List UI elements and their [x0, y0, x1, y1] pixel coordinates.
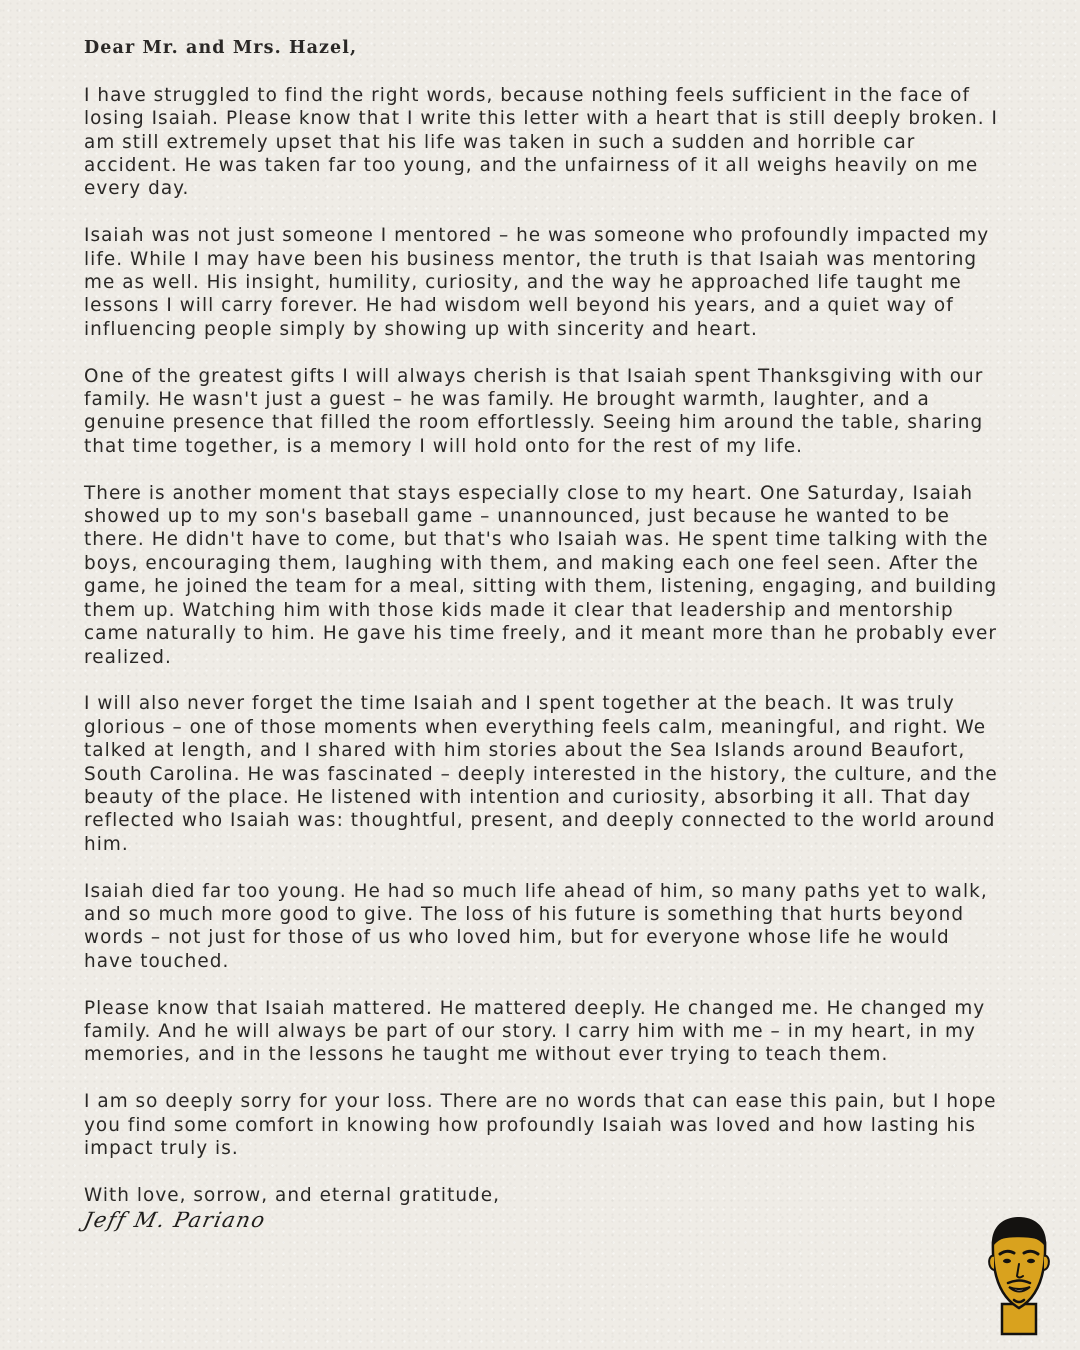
right-eye: [1027, 1259, 1035, 1263]
closing: With love, sorrow, and eternal gratitude,: [84, 1184, 501, 1206]
paragraph-5: I will also never forget the time Isaiah and I spent together at the beach. It was truly glorious – one of those moments when everything feels calm, meaningful, and right. We talked at length, and I shared with him stories about the Sea Islands around Beaufort, South Carolina. He was fascinated – deeply interested in the history, the culture, and the beauty of the place. He listened with intention and curiosity, absorbing it all. That day reflected who Isaiah was: thoughtful, present, and deeply connected to the world around him.: [84, 693, 998, 855]
paragraph-2: Isaiah was not just someone I mentored – he was someone who profoundly impacted my life. While I may have been his business mentor, the truth is that Isaiah was mentoring me as well. His insight, humility, curiosity, and the way he approached life taught me lessons I will carry forever. He had wisdom well beyond his years, and a quiet way of influencing people simply by showing up with sincerity and heart.: [84, 225, 990, 340]
salutation: Dear Mr. and Mrs. Hazel,: [84, 38, 358, 58]
face-shape: [993, 1236, 1045, 1308]
paragraph-8: I am so deeply sorry for your loss. There are no words that can ease this pain, but I hope you find some comfort in knowing how profoundly Isaiah was loved and how lasting his impact truly is.: [84, 1091, 997, 1159]
paragraph-7: Please know that Isaiah mattered. He mattered deeply. He changed me. He changed my family. And he will always be part of our story. I carry him with me – in my heart, in my memories, and in the lessons he taught me without ever trying to teach them.: [84, 997, 986, 1066]
left-eye: [1003, 1259, 1011, 1263]
paragraph-1: I have struggled to find the right words, because nothing feels sufficient in the face of losing Isaiah. Please know that I write this letter with a heart that is still deeply broken. I am still extremely upset that his life was taken in such a sudden and horrible car accident. He was taken far too young, and the unfairness of it all weighs heavily on me every day.: [84, 84, 998, 200]
letter: [81, 37, 1004, 1234]
portrait-illustration-icon: [984, 1212, 1054, 1336]
right-ear-shape: [1044, 1256, 1049, 1270]
signature: Jeff M. Pariano: [81, 1208, 269, 1233]
left-ear-shape: [989, 1256, 994, 1270]
paragraph-6: Isaiah died far too young. He had so much life ahead of him, so many paths yet to walk, and so much more good to give. The loss of his future is something that hurts beyond words – not just for those of us who loved him, but for everyone whose life he would have touched.: [84, 880, 988, 972]
paragraph-3: One of the greatest gifts I will always cherish is that Isaiah spent Thanksgiving with our family. He wasn't just a guest – he was family. He brought warmth, laughter, and a genuine presence that filled the room effortlessly. Seeing him around the table, sharing that time together, is a memory I will hold onto for the rest of my life.: [84, 365, 984, 457]
paragraph-4: There is another moment that stays especially close to my heart. One Saturday, Isaiah showed up to my son's baseball game – unannounced, just because he wanted to be there. He didn't have to come, but that's who Isaiah was. He spent time talking with the boys, encouraging them, laughing with them, and making each one feel seen. After the game, he joined the team for a meal, sitting with them, listening, engaging, and building them up. Watching him with those kids made it clear that leadership and mentorship came naturally to him. He gave his time freely, and it meant more than he probably ever realized.: [84, 482, 998, 668]
